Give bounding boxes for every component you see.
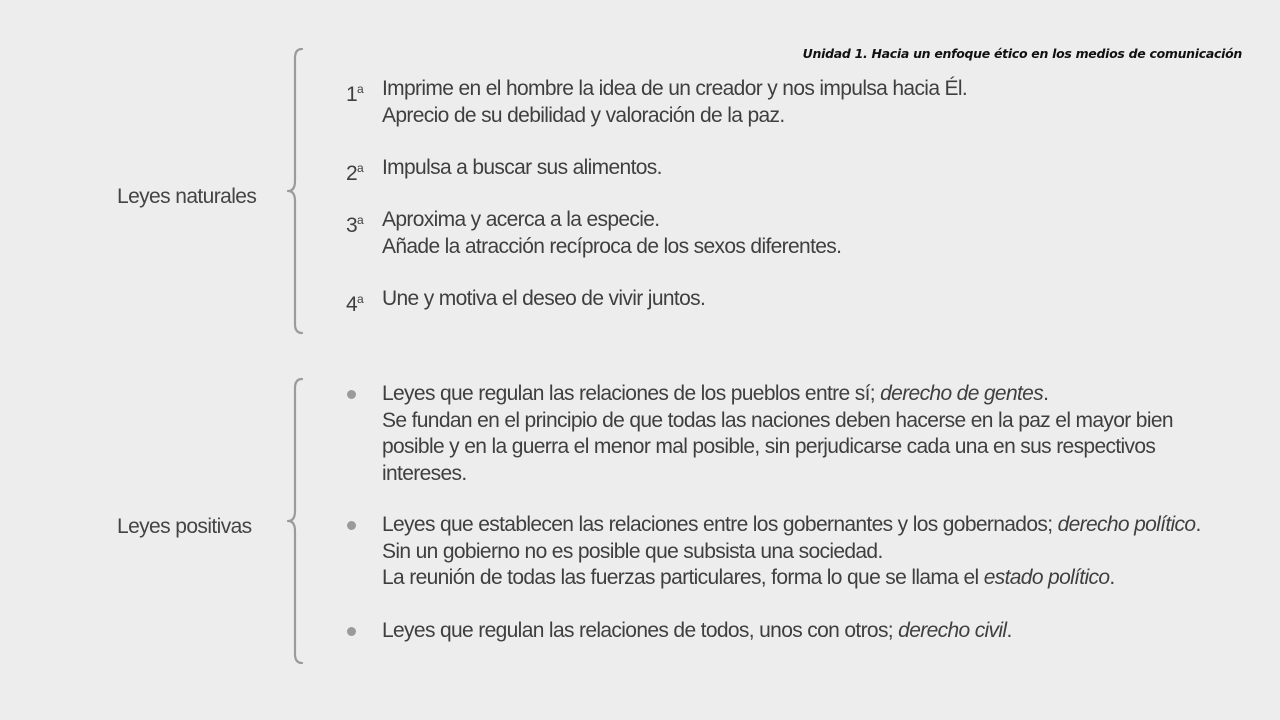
left-brace-positivas: [284, 377, 306, 665]
item-text-line: Aproxima y acerca a la especie.: [382, 208, 660, 231]
item-text-line: La reunión de todas las fuerzas particulares, forma lo que se llama el estado político.: [382, 566, 1115, 589]
italic-term: derecho civil: [898, 619, 1007, 642]
item-text-line: Imprime en el hombre la idea de un creador y nos impulsa hacia Él.: [382, 77, 968, 100]
bullet-point-icon: [347, 521, 356, 530]
item-text-line: Leyes que regulan las relaciones de todos, unos con otros; derecho civil.: [382, 619, 1012, 642]
ordinal-marker: 4$^a$: [346, 292, 364, 316]
item-text-line: Impulsa a buscar sus alimentos.: [382, 156, 662, 179]
italic-term: estado político: [983, 566, 1110, 589]
ordinal-marker: 3$^a$: [346, 213, 364, 237]
ordinal-marker: 2$^a$: [346, 161, 364, 185]
item-text-line: Leyes que establecen las relaciones entre los gobernantes y los gobernados; derecho político.: [382, 513, 1201, 536]
category-label-naturales: Leyes naturales: [117, 185, 257, 208]
item-text-line: Aprecio de su debilidad y valoración de la paz.: [382, 103, 785, 127]
item-text-line: Se fundan en el principio de que todas las naciones deben hacerse en la paz el mayor bien: [382, 408, 1173, 432]
bullet-point-icon: [347, 390, 356, 399]
item-text-line: Une y motiva el deseo de vivir juntos.: [382, 287, 706, 310]
item-text-line: Sin un gobierno no es posible que subsista una sociedad.: [382, 539, 883, 563]
unit-header: Unidad 1. Hacia un enfoque ético en los medios de comunicación: [802, 46, 1242, 61]
left-brace-naturales: [284, 47, 306, 335]
italic-term: derecho político: [1057, 513, 1196, 536]
category-label-positivas: Leyes positivas: [117, 515, 252, 538]
ordinal-marker: 1$^a$: [346, 82, 364, 106]
bullet-point-icon: [347, 627, 356, 636]
italic-term: derecho de gentes: [880, 382, 1044, 405]
item-text-line: Leyes que regulan las relaciones de los pueblos entre sí; derecho de gentes.: [382, 382, 1049, 405]
item-text-line: posible y en la guerra el menor mal posible, sin perjudicarse cada una en sus respectivos: [382, 435, 1156, 458]
item-text-line: Añade la atracción recíproca de los sexos diferentes.: [382, 234, 842, 258]
item-text-line: intereses.: [382, 461, 467, 485]
